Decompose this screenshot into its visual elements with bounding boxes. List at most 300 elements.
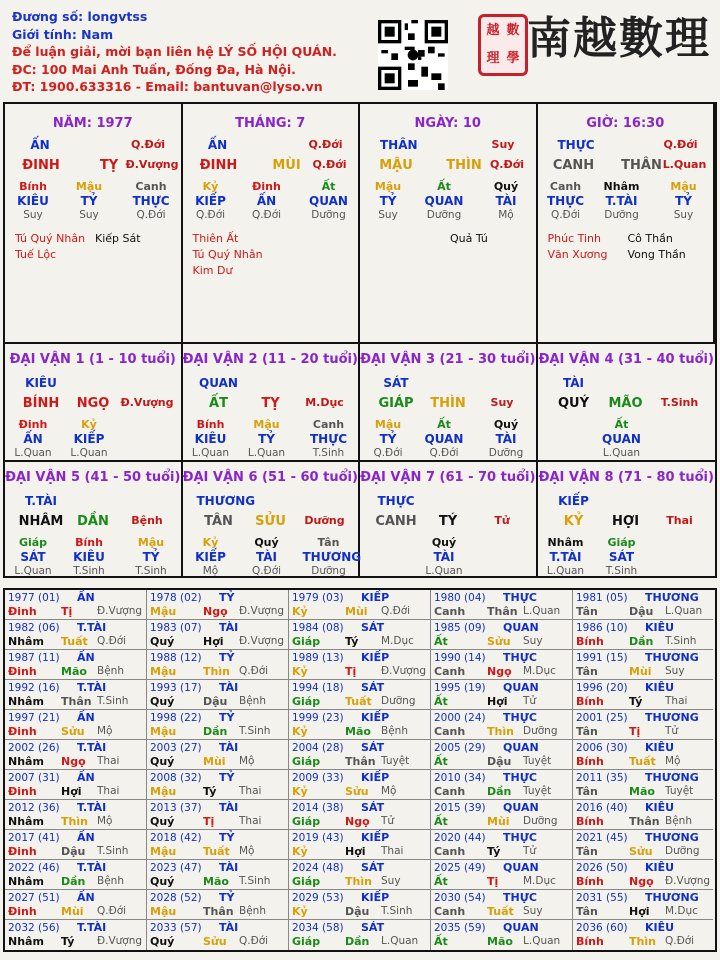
year-label: 2014 (38) xyxy=(292,802,344,814)
hidden-god: THỰC xyxy=(132,194,170,208)
year-life: Mộ xyxy=(97,815,113,827)
star: Thiên Ất xyxy=(192,232,239,245)
year-stem: Mậu xyxy=(150,785,177,798)
year-god: SÁT xyxy=(361,801,385,814)
year-god: T.TÀI xyxy=(77,801,107,814)
pillar-title: NĂM: 1977 xyxy=(52,116,133,131)
year-label: 1981 (05) xyxy=(576,592,628,604)
year-cell xyxy=(431,860,573,890)
year-stem: Bính xyxy=(576,635,604,648)
year-life: Dưỡng xyxy=(523,725,558,737)
year-life: Dưỡng xyxy=(381,695,416,707)
contact-line: Để luận giải, mời bạn liên hệ LÝ SỐ HỘI QUÁN. xyxy=(12,44,337,59)
year-life: T.Sinh xyxy=(97,695,129,707)
year-label: 1990 (14) xyxy=(434,652,486,664)
hidden-life: Suy xyxy=(673,209,694,221)
year-label: 2013 (37) xyxy=(150,802,202,814)
year-stem: Kỷ xyxy=(292,905,308,918)
year-branch: Thân xyxy=(203,905,234,918)
hidden-stem: Ất xyxy=(321,180,336,193)
year-god: KIẾP xyxy=(361,591,390,604)
year-life: Đ.Vượng xyxy=(239,635,285,647)
hidden-stem: Đinh xyxy=(252,180,281,193)
year-branch: Ngọ xyxy=(203,605,228,618)
year-god: T.TÀI xyxy=(77,861,107,874)
hidden-stem: Kỷ xyxy=(202,180,219,193)
year-label: 2030 (54) xyxy=(434,892,486,904)
year-cell xyxy=(431,680,573,710)
dai-van-stem: NHÂM xyxy=(18,514,64,529)
year-label: 2019 (43) xyxy=(292,832,344,844)
year-life: T.Sinh xyxy=(97,845,129,857)
year-life: Dưỡng xyxy=(523,815,558,827)
year-cell xyxy=(289,740,431,770)
year-god: TỶ xyxy=(219,591,235,604)
year-cell xyxy=(289,830,431,860)
year-cell xyxy=(573,770,713,800)
year-branch: Dậu xyxy=(61,845,86,858)
hidden-god: T.TÀI xyxy=(605,194,638,208)
year-branch: Dần xyxy=(203,725,228,738)
pillar-branch: THÂN xyxy=(621,158,662,173)
year-god: QUAN xyxy=(503,801,539,814)
year-branch: Tý xyxy=(61,935,75,948)
year-life: Bệnh xyxy=(381,725,408,737)
year-branch: Sửu xyxy=(345,785,369,798)
year-god: KIÊU xyxy=(645,921,675,934)
year-stem: Quý xyxy=(150,935,175,948)
hidden-life: L.Quan xyxy=(247,447,286,459)
star: Tú Quý Nhân xyxy=(15,232,86,245)
hidden-life: Dưỡng xyxy=(311,209,346,221)
year-cell xyxy=(289,800,431,830)
hidden-stem: Mậu xyxy=(75,180,103,193)
year-branch: Thìn xyxy=(345,875,372,888)
year-branch: Tuất xyxy=(629,755,656,768)
year-god: THỰC xyxy=(503,891,537,904)
year-cell xyxy=(147,920,289,950)
year-god: QUAN xyxy=(503,621,539,634)
year-stem: Mậu xyxy=(150,725,177,738)
year-label: 1988 (12) xyxy=(150,652,202,664)
year-god: TÀI xyxy=(219,861,239,874)
year-cell xyxy=(289,860,431,890)
year-god: KIÊU xyxy=(645,861,675,874)
year-stem: Giáp xyxy=(292,815,321,828)
hidden-god: THỰC xyxy=(546,194,585,208)
year-life: Thai xyxy=(239,785,262,797)
hidden-god: TÀI xyxy=(255,550,277,564)
hidden-stem: Đinh xyxy=(18,418,48,431)
year-cell xyxy=(5,680,147,710)
year-label: 1999 (23) xyxy=(292,712,344,724)
year-branch: Tuất xyxy=(345,695,372,708)
year-branch: Dần xyxy=(61,875,86,888)
year-branch: Mùi xyxy=(629,665,652,678)
hidden-stem: Canh xyxy=(549,180,582,193)
dai-van-god: SÁT xyxy=(383,376,409,390)
year-life: Suy xyxy=(381,875,401,887)
year-label: 2008 (32) xyxy=(150,772,202,784)
year-god: TỶ xyxy=(219,891,235,904)
year-stem: Đinh xyxy=(8,785,37,798)
year-label: 2021 (45) xyxy=(576,832,628,844)
year-label: 1997 (21) xyxy=(8,712,60,724)
year-branch: Sửu xyxy=(487,635,511,648)
year-god: THƯƠNG xyxy=(645,591,699,604)
pillar-god-life: Suy xyxy=(491,138,515,151)
year-cell xyxy=(289,920,431,950)
year-branch: Tị xyxy=(487,875,499,888)
year-stem: Kỷ xyxy=(292,605,308,618)
dai-van-branch: NGỌ xyxy=(76,396,110,411)
hidden-life: Suy xyxy=(23,209,43,221)
year-life: L.Quan xyxy=(381,935,419,947)
hidden-life: L.Quan xyxy=(191,447,230,459)
year-god: T.TÀI xyxy=(77,921,107,934)
year-stem: Đinh xyxy=(8,905,37,918)
hidden-life: Dưỡng xyxy=(311,565,346,577)
year-god: THỰC xyxy=(503,831,537,844)
year-label: 2033 (57) xyxy=(150,922,202,934)
hidden-god: KIẾP xyxy=(195,194,226,208)
star: Kim Dư xyxy=(192,264,233,277)
year-cell xyxy=(431,590,573,620)
hidden-god: TÀI xyxy=(495,432,517,446)
year-branch: Mão xyxy=(61,665,87,678)
year-stem: Kỷ xyxy=(292,725,308,738)
year-branch: Hợi xyxy=(629,905,650,918)
hidden-stem: Nhâm xyxy=(547,536,584,549)
year-cell xyxy=(5,650,147,680)
year-label: 2011 (35) xyxy=(576,772,628,784)
dai-van-8 xyxy=(538,460,716,578)
year-stem: Kỷ xyxy=(292,785,308,798)
hidden-stem: Ất xyxy=(437,418,451,431)
year-stem: Kỷ xyxy=(292,845,308,858)
year-life: Suy xyxy=(665,665,685,677)
year-cell xyxy=(5,590,147,620)
pillar-branch: MÙI xyxy=(272,158,301,173)
year-life: Q.Đới xyxy=(665,935,695,947)
hidden-stem: Quý xyxy=(493,180,519,193)
year-stem: Canh xyxy=(434,785,466,798)
year-stem: Quý xyxy=(150,875,175,888)
hidden-life: Mộ xyxy=(498,209,514,221)
hidden-life: Dưỡng xyxy=(488,447,524,459)
hidden-god: TỶ xyxy=(80,194,98,208)
year-label: 2032 (56) xyxy=(8,922,60,934)
year-cell xyxy=(147,740,289,770)
star: Kiếp Sát xyxy=(95,232,141,245)
star: Vong Thần xyxy=(627,248,686,261)
year-life: Thai xyxy=(381,845,404,857)
year-cell xyxy=(431,650,573,680)
year-stem: Mậu xyxy=(150,905,177,918)
year-cell xyxy=(147,650,289,680)
year-cell xyxy=(147,890,289,920)
pillar-god-life: Q.Đới xyxy=(663,138,698,151)
year-life: Q.Đới xyxy=(97,635,127,647)
pillar-stem: ĐINH xyxy=(22,158,60,173)
year-branch: Hợi xyxy=(61,785,82,798)
hidden-life: L.Quan xyxy=(14,565,52,577)
year-cell xyxy=(431,710,573,740)
year-branch: Thân xyxy=(345,755,376,768)
year-cell xyxy=(573,920,713,950)
year-god: KIÊU xyxy=(645,621,675,634)
year-stem: Đinh xyxy=(8,665,37,678)
dai-van-god: TÀI xyxy=(562,376,584,390)
year-branch: Mùi xyxy=(61,905,84,918)
year-cell xyxy=(5,860,147,890)
chart-grid xyxy=(3,102,717,578)
hidden-god: QUAN xyxy=(602,432,641,446)
hidden-god: T.TÀI xyxy=(549,550,582,564)
year-stem: Nhâm xyxy=(8,815,44,828)
year-stem: Tân xyxy=(576,725,598,738)
year-stem: Nhâm xyxy=(8,635,44,648)
year-stem: Tân xyxy=(576,665,598,678)
hidden-stem: Mậu xyxy=(374,180,402,193)
hidden-life: L.Quan xyxy=(70,447,108,459)
hidden-god: THỰC xyxy=(309,432,348,446)
year-god: KIẾP xyxy=(361,711,390,724)
year-branch: Hợi xyxy=(345,845,366,858)
year-cell xyxy=(289,590,431,620)
year-god: THƯƠNG xyxy=(645,651,699,664)
year-label: 2001 (25) xyxy=(576,712,628,724)
year-life: Tử xyxy=(665,725,679,737)
owner-info xyxy=(12,8,372,96)
year-branch: Hợi xyxy=(203,635,224,648)
year-god: ẤN xyxy=(77,771,95,784)
year-stem: Ất xyxy=(434,875,448,888)
hidden-stem: Mậu xyxy=(374,418,402,431)
hidden-stem: Bính xyxy=(19,180,47,193)
year-cell xyxy=(5,890,147,920)
year-cell xyxy=(147,680,289,710)
year-life: Tử xyxy=(381,815,395,827)
hidden-life: L.Quan xyxy=(425,565,463,577)
year-life: Bệnh xyxy=(239,905,266,917)
dai-van-branch: DẦN xyxy=(77,514,109,529)
year-label: 2009 (33) xyxy=(292,772,344,784)
hidden-god: QUAN xyxy=(424,432,464,446)
dai-van-stem: ẤT xyxy=(209,396,228,411)
hidden-god: KIẾP xyxy=(73,432,105,446)
year-life: Bệnh xyxy=(239,695,266,707)
hidden-god: ẤN xyxy=(256,194,277,208)
hidden-god: QUAN xyxy=(309,194,348,208)
year-cell xyxy=(5,740,147,770)
year-life: Mộ xyxy=(97,725,113,737)
year-stem: Đinh xyxy=(8,605,37,618)
year-life: T.Sinh xyxy=(239,725,271,737)
year-god: KIẾP xyxy=(361,891,390,904)
year-label: 2016 (40) xyxy=(576,802,628,814)
year-stem: Giáp xyxy=(292,935,321,948)
dai-van-branch: HỢI xyxy=(611,514,640,529)
year-branch: Dậu xyxy=(487,755,512,768)
year-life: L.Quan xyxy=(523,605,561,617)
year-label: 2028 (52) xyxy=(150,892,202,904)
year-cell xyxy=(431,890,573,920)
dai-van-life: Thai xyxy=(666,514,693,527)
pillar-branch-life: Q.Đới xyxy=(489,158,525,171)
year-god: THƯƠNG xyxy=(645,771,699,784)
hidden-stem: Quý xyxy=(431,536,457,549)
year-life: T.Sinh xyxy=(665,635,697,647)
year-life: Tuyệt xyxy=(381,755,410,767)
dai-van-5 xyxy=(5,460,183,578)
year-life: L.Quan xyxy=(665,605,703,617)
year-god: TỶ xyxy=(219,771,235,784)
year-branch: Mùi xyxy=(487,815,510,828)
year-life: T.Sinh xyxy=(381,905,413,917)
year-stem: Canh xyxy=(434,605,466,618)
dai-van-title: ĐẠI VẬN 7 (61 - 70 tuổi) xyxy=(360,470,536,485)
dai-van-title: ĐẠI VẬN 5 (41 - 50 tuổi) xyxy=(5,470,181,485)
year-stem: Ất xyxy=(434,815,448,828)
year-branch: Dần xyxy=(345,935,370,948)
annual-cycle-table xyxy=(3,588,717,952)
year-cell xyxy=(431,770,573,800)
year-life: Suy xyxy=(523,635,543,647)
year-branch: Thìn xyxy=(629,935,656,948)
year-stem: Kỷ xyxy=(292,665,308,678)
year-cell xyxy=(289,680,431,710)
year-cell xyxy=(289,620,431,650)
year-branch: Tị xyxy=(203,815,215,828)
year-god: TÀI xyxy=(219,801,239,814)
hidden-life: T.Sinh xyxy=(135,565,167,577)
dai-van-branch: THÌN xyxy=(430,396,466,411)
pillar-stem-god: ẤN xyxy=(30,138,50,152)
year-label: 1979 (03) xyxy=(292,592,344,604)
dai-van-7 xyxy=(360,460,538,578)
star: Tú Quý Nhân xyxy=(192,248,263,261)
hidden-stem: Giáp xyxy=(18,536,48,549)
year-branch: Tị xyxy=(345,665,357,678)
year-god: T.TÀI xyxy=(77,621,107,634)
year-branch: Mùi xyxy=(203,755,226,768)
dai-van-god: QUAN xyxy=(199,376,238,390)
hidden-life: Q.Đới xyxy=(136,209,166,221)
hidden-god: TỶ xyxy=(142,550,160,564)
year-god: KIẾP xyxy=(361,651,390,664)
year-cell xyxy=(573,680,713,710)
dai-van-branch: TÝ xyxy=(438,514,458,529)
year-life: Đ.Vượng xyxy=(239,605,285,617)
dai-van-stem: BÍNH xyxy=(22,396,60,411)
hidden-life: L.Quan xyxy=(14,447,52,459)
year-life: M.Dục xyxy=(523,665,556,677)
year-branch: Dậu xyxy=(629,605,654,618)
dai-van-stem: GIÁP xyxy=(378,396,414,411)
year-cell xyxy=(573,650,713,680)
year-stem: Bính xyxy=(576,935,604,948)
year-label: 1978 (02) xyxy=(150,592,202,604)
hidden-life: Suy xyxy=(79,209,99,221)
year-stem: Giáp xyxy=(292,755,321,768)
year-life: Đ.Vượng xyxy=(381,665,427,677)
dai-van-stem: KỶ xyxy=(563,514,584,529)
year-stem: Tân xyxy=(576,905,598,918)
hidden-god: KIẾP xyxy=(195,550,226,564)
year-cell xyxy=(147,590,289,620)
year-life: M.Dục xyxy=(381,635,414,647)
year-god: QUAN xyxy=(503,921,539,934)
year-stem: Bính xyxy=(576,695,604,708)
dai-van-life: Bệnh xyxy=(131,514,163,527)
star: Phúc Tinh xyxy=(547,232,602,245)
hidden-stem: Mậu xyxy=(253,418,280,431)
year-life: Đ.Vượng xyxy=(97,935,143,947)
hidden-stem: Canh xyxy=(135,180,167,193)
hidden-stem: Canh xyxy=(312,418,345,431)
year-god: THỰC xyxy=(503,651,537,664)
hidden-stem: Mậu xyxy=(137,536,165,549)
year-life: Đ.Vượng xyxy=(97,605,143,617)
year-god: KIẾP xyxy=(361,831,390,844)
year-cell xyxy=(573,830,713,860)
star: Tuế Lộc xyxy=(15,248,57,261)
year-label: 2023 (47) xyxy=(150,862,202,874)
hidden-stem: Tân xyxy=(317,536,340,549)
year-branch: Thân xyxy=(629,815,660,828)
dai-van-stem: CANH xyxy=(375,514,417,529)
year-label: 2015 (39) xyxy=(434,802,486,814)
year-god: KIÊU xyxy=(645,801,675,814)
year-label: 2029 (53) xyxy=(292,892,344,904)
hidden-stem: Quý xyxy=(254,536,279,549)
year-god: ẤN xyxy=(77,591,95,604)
year-life: Tuyệt xyxy=(523,755,552,767)
year-life: Q.Đới xyxy=(381,605,411,617)
dai-van-title: ĐẠI VẬN 6 (51 - 60 tuổi) xyxy=(182,470,358,485)
year-god: ẤN xyxy=(77,711,95,724)
year-life: Mộ xyxy=(239,755,255,767)
hidden-god: KIÊU xyxy=(73,550,105,564)
year-god: SÁT xyxy=(361,621,385,634)
year-label: 1983 (07) xyxy=(150,622,202,634)
year-label: 1991 (15) xyxy=(576,652,628,664)
dai-van-title: ĐẠI VẬN 4 (31 - 40 tuổi) xyxy=(538,352,714,367)
year-label: 1996 (20) xyxy=(576,682,628,694)
owner-name: Đương số: longvtss xyxy=(12,9,148,24)
year-label: 1993 (17) xyxy=(150,682,202,694)
dai-van-life: Đ.Vượng xyxy=(120,396,174,409)
dai-van-title: ĐẠI VẬN 1 (1 - 10 tuổi) xyxy=(9,352,176,367)
pillar-stem: MẬU xyxy=(379,158,413,173)
year-stem: Quý xyxy=(150,755,175,768)
hidden-life: Q.Đới xyxy=(251,565,282,577)
year-branch: Sửu xyxy=(629,845,653,858)
year-branch: Ngọ xyxy=(61,755,86,768)
year-branch: Sửu xyxy=(61,725,85,738)
hidden-stem: Quý xyxy=(493,418,519,431)
year-label: 2018 (42) xyxy=(150,832,202,844)
year-cell xyxy=(573,860,713,890)
year-god: THƯƠNG xyxy=(645,831,699,844)
dai-van-title: ĐẠI VẬN 8 (71 - 80 tuổi) xyxy=(538,470,714,485)
year-god: ẤN xyxy=(77,651,95,664)
hidden-life: T.Sinh xyxy=(312,447,345,459)
year-stem: Đinh xyxy=(8,725,37,738)
year-stem: Quý xyxy=(150,635,175,648)
dai-van-life: Suy xyxy=(490,396,514,409)
